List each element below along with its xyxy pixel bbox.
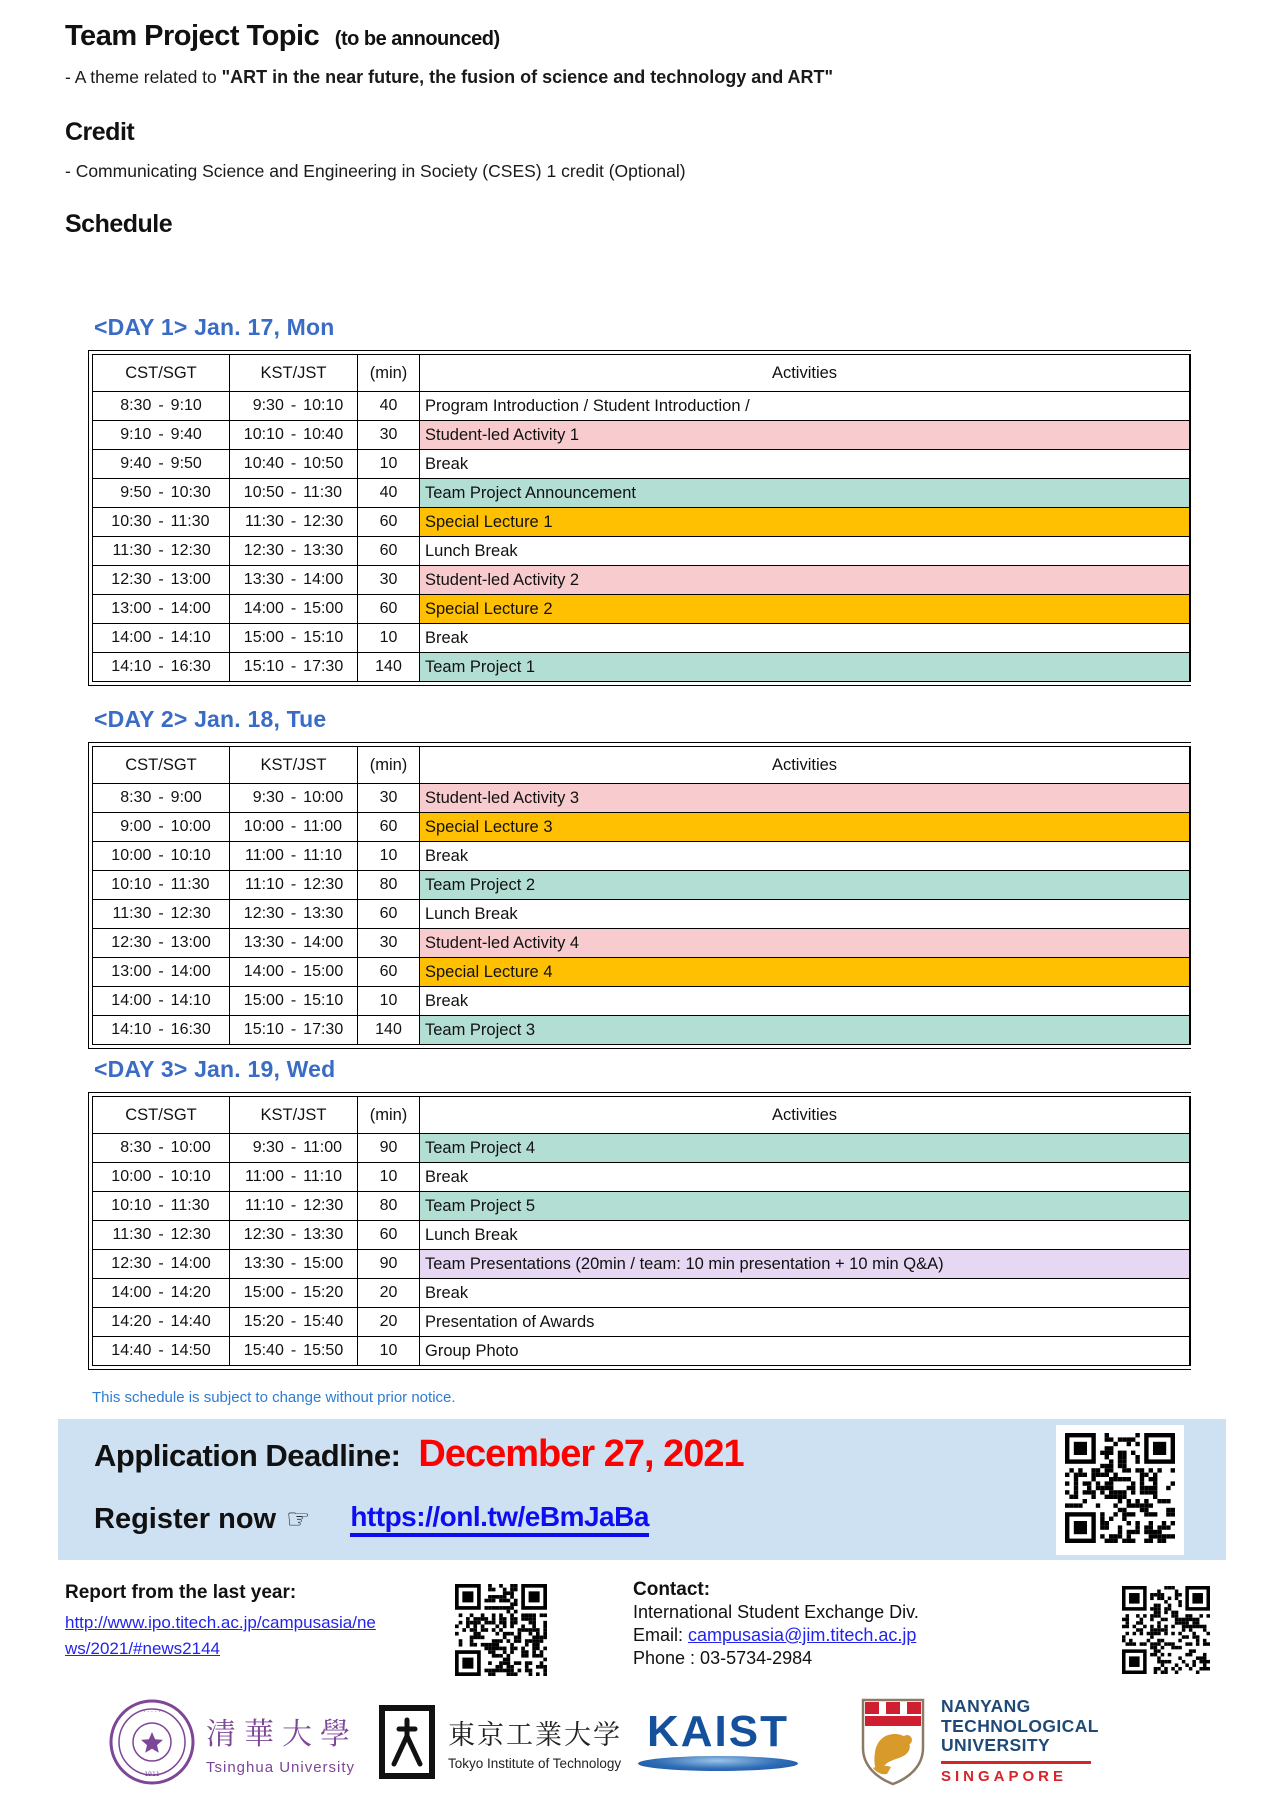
schedule-cell: 8:30 - 10:00	[93, 1134, 230, 1163]
schedule-cell: 8:30 - 9:10	[93, 392, 230, 421]
schedule-cell: 10	[358, 1337, 420, 1366]
schedule-cell: Team Project 5	[420, 1192, 1191, 1221]
schedule-cell: 13:30 - 15:00	[230, 1250, 358, 1279]
col-header-kst: KST/JST	[230, 355, 358, 392]
schedule-row	[93, 1250, 1191, 1279]
day3-table	[88, 1092, 1191, 1370]
schedule-cell: Break	[420, 624, 1191, 653]
day2-title: <DAY 2> Jan. 18, Tue	[94, 706, 327, 732]
schedule-row	[93, 653, 1191, 682]
pointing-hand-icon: ☞	[286, 1503, 311, 1534]
day3-title: <DAY 3> Jan. 19, Wed	[94, 1056, 336, 1082]
schedule-cell: 10	[358, 987, 420, 1016]
tsinghua-en-text: Tsinghua University	[206, 1758, 356, 1776]
schedule-row	[93, 479, 1191, 508]
application-box	[58, 1419, 1226, 1560]
schedule-cell: Break	[420, 842, 1191, 871]
schedule-cell: 12:30 - 14:00	[93, 1250, 230, 1279]
title-suffix: (to be announced)	[334, 28, 500, 50]
svg-text:· · · · ·: · · · · ·	[143, 1709, 161, 1716]
report-label: Report from the last year:	[65, 1582, 297, 1603]
schedule-cell: 10	[358, 1163, 420, 1192]
schedule-cell: 10:10 - 11:30	[93, 1192, 230, 1221]
schedule-cell: Student-led Activity 1	[420, 421, 1191, 450]
kaist-swoosh-icon	[638, 1756, 798, 1771]
contact-label: Contact:	[633, 1579, 711, 1600]
schedule-row	[93, 624, 1191, 653]
schedule-cell: Special Lecture 4	[420, 958, 1191, 987]
schedule-cell: 140	[358, 1016, 420, 1045]
schedule-cell: 14:10 - 16:30	[93, 1016, 230, 1045]
kaist-logo	[638, 1707, 798, 1771]
credit-line: - Communicating Science and Engineering in Society (CSES) 1 credit (Optional)	[65, 161, 686, 181]
schedule-cell: 12:30 - 13:30	[230, 537, 358, 566]
col-header-activities: Activities	[420, 747, 1191, 784]
schedule-cell: 9:40 - 9:50	[93, 450, 230, 479]
schedule-cell: 10:00 - 11:00	[230, 813, 358, 842]
schedule-cell: 11:30 - 12:30	[93, 1221, 230, 1250]
contact-email-line	[633, 1624, 1053, 1647]
schedule-row	[93, 1279, 1191, 1308]
schedule-cell: 90	[358, 1250, 420, 1279]
kaist-wordmark: KAIST	[647, 1707, 789, 1756]
schedule-cell: 9:30 - 10:10	[230, 392, 358, 421]
schedule-row	[93, 871, 1191, 900]
register-line	[94, 1501, 649, 1537]
schedule-row	[93, 784, 1191, 813]
schedule-cell: 13:30 - 14:00	[230, 566, 358, 595]
schedule-cell: 15:00 - 15:10	[230, 987, 358, 1016]
schedule-cell: 10	[358, 450, 420, 479]
schedule-cell: 13:00 - 14:00	[93, 958, 230, 987]
tsinghua-seal-icon	[108, 1698, 196, 1786]
deadline-label: Application Deadline:	[94, 1438, 401, 1473]
contact-qr-code	[1122, 1586, 1210, 1679]
schedule-cell: 60	[358, 1221, 420, 1250]
schedule-row	[93, 1308, 1191, 1337]
schedule-cell: 13:30 - 14:00	[230, 929, 358, 958]
day2-section	[88, 706, 1191, 1049]
ntu-red-rule	[941, 1761, 1091, 1764]
schedule-cell: 10:10 - 10:40	[230, 421, 358, 450]
schedule-cell: 13:00 - 14:00	[93, 595, 230, 624]
schedule-cell: 14:10 - 16:30	[93, 653, 230, 682]
schedule-cell: Team Project 2	[420, 871, 1191, 900]
schedule-cell: Presentation of Awards	[420, 1308, 1191, 1337]
report-link-line1[interactable]: http://www.ipo.titech.ac.jp/campusasia/ne	[65, 1613, 376, 1632]
schedule-cell: 10:30 - 11:30	[93, 508, 230, 537]
schedule-row	[93, 566, 1191, 595]
contact-block	[633, 1578, 1053, 1670]
schedule-cell: 30	[358, 566, 420, 595]
schedule-row	[93, 987, 1191, 1016]
schedule-cell: 15:00 - 15:10	[230, 624, 358, 653]
register-qr-panel	[1056, 1425, 1184, 1555]
schedule-cell: Lunch Break	[420, 537, 1191, 566]
titech-en-text: Tokyo Institute of Technology	[448, 1756, 622, 1771]
schedule-row	[93, 1016, 1191, 1045]
col-header-min: (min)	[358, 355, 420, 392]
schedule-cell: Team Project 3	[420, 1016, 1191, 1045]
schedule-cell: 10	[358, 624, 420, 653]
schedule-cell: 14:00 - 14:10	[93, 987, 230, 1016]
partner-logos	[0, 1694, 1280, 1794]
schedule-cell: 20	[358, 1308, 420, 1337]
schedule-cell: 15:40 - 15:50	[230, 1337, 358, 1366]
schedule-cell: Break	[420, 987, 1191, 1016]
schedule-cell: 14:00 - 15:00	[230, 958, 358, 987]
schedule-cell: 80	[358, 871, 420, 900]
schedule-cell: Break	[420, 1163, 1191, 1192]
schedule-cell: 12:30 - 13:00	[93, 566, 230, 595]
schedule-cell: 9:50 - 10:30	[93, 479, 230, 508]
schedule-cell: 140	[358, 653, 420, 682]
schedule-cell: 10:10 - 11:30	[93, 871, 230, 900]
schedule-cell: 60	[358, 958, 420, 987]
schedule-cell: 11:30 - 12:30	[93, 537, 230, 566]
report-link-line2[interactable]: ws/2021/#news2144	[65, 1639, 221, 1658]
schedule-cell: 10:50 - 11:30	[230, 479, 358, 508]
schedule-cell: 30	[358, 929, 420, 958]
schedule-cell: Lunch Break	[420, 1221, 1191, 1250]
schedule-cell: 11:00 - 11:10	[230, 842, 358, 871]
schedule-cell: Team Project Announcement	[420, 479, 1191, 508]
schedule-row	[93, 1163, 1191, 1192]
page-title	[65, 20, 1215, 53]
schedule-cell: 8:30 - 9:00	[93, 784, 230, 813]
theme-bold: "ART in the near future, the fusion of science and technology and ART"	[221, 67, 834, 87]
schedule-row	[93, 958, 1191, 987]
schedule-cell: 14:00 - 14:20	[93, 1279, 230, 1308]
schedule-cell: 14:20 - 14:40	[93, 1308, 230, 1337]
schedule-cell: 9:30 - 11:00	[230, 1134, 358, 1163]
schedule-row	[93, 392, 1191, 421]
schedule-cell: 30	[358, 784, 420, 813]
day1-section	[88, 314, 1191, 686]
schedule-row	[93, 595, 1191, 624]
titech-logo	[378, 1704, 622, 1780]
schedule-cell: 60	[358, 537, 420, 566]
schedule-row	[93, 508, 1191, 537]
schedule-cell: Team Presentations (20min / team: 10 min presentation + 10 min Q&A)	[420, 1250, 1191, 1279]
schedule-cell: 14:40 - 14:50	[93, 1337, 230, 1366]
schedule-row	[93, 537, 1191, 566]
deadline-date: December 27, 2021	[418, 1433, 744, 1475]
top-text-block	[65, 20, 1215, 239]
schedule-row	[93, 1134, 1191, 1163]
ntu-line1: NANYANG	[941, 1696, 1031, 1717]
schedule-cell: 9:10 - 9:40	[93, 421, 230, 450]
deadline-line	[94, 1433, 744, 1476]
schedule-cell: Program Introduction / Student Introduction /	[420, 392, 1191, 421]
schedule-cell: 15:20 - 15:40	[230, 1308, 358, 1337]
schedule-cell: Break	[420, 450, 1191, 479]
schedule-cell: Student-led Activity 2	[420, 566, 1191, 595]
schedule-cell: 60	[358, 508, 420, 537]
ntu-shield-icon	[855, 1694, 931, 1788]
title-main: Team Project Topic	[65, 20, 320, 52]
schedule-cell: 15:00 - 15:20	[230, 1279, 358, 1308]
day3-section	[88, 1056, 1191, 1370]
email-link[interactable]: campusasia@jim.titech.ac.jp	[688, 1625, 917, 1645]
schedule-row	[93, 900, 1191, 929]
ntu-singapore: SINGAPORE	[941, 1767, 1068, 1785]
titech-cjk-text: 東京工業大学	[448, 1720, 622, 1750]
schedule-cell: 40	[358, 392, 420, 421]
theme-prefix: - A theme related to	[65, 67, 222, 87]
theme-line	[65, 67, 1215, 88]
schedule-cell: Student-led Activity 3	[420, 784, 1191, 813]
report-qr-code	[455, 1584, 547, 1681]
schedule-cell: 20	[358, 1279, 420, 1308]
schedule-cell: 14:00 - 14:10	[93, 624, 230, 653]
schedule-note: This schedule is subject to change without prior notice.	[92, 1389, 456, 1406]
schedule-cell: Special Lecture 2	[420, 595, 1191, 624]
register-qr-code	[1065, 1433, 1175, 1548]
schedule-cell: Student-led Activity 4	[420, 929, 1191, 958]
schedule-cell: 12:30 - 13:30	[230, 1221, 358, 1250]
schedule-row	[93, 1221, 1191, 1250]
schedule-cell: 40	[358, 479, 420, 508]
email-label: Email:	[633, 1625, 689, 1645]
schedule-row	[93, 842, 1191, 871]
titech-swallow-icon	[378, 1704, 436, 1780]
col-header-activities: Activities	[420, 355, 1191, 392]
schedule-cell: 60	[358, 595, 420, 624]
schedule-row	[93, 450, 1191, 479]
schedule-cell: 11:10 - 12:30	[230, 871, 358, 900]
schedule-cell: 11:30 - 12:30	[230, 508, 358, 537]
schedule-cell: Team Project 1	[420, 653, 1191, 682]
schedule-cell: 9:00 - 10:00	[93, 813, 230, 842]
day1-table	[88, 350, 1191, 686]
schedule-row	[93, 929, 1191, 958]
schedule-heading: Schedule	[65, 210, 173, 238]
schedule-cell: 12:30 - 13:00	[93, 929, 230, 958]
register-label: Register now	[94, 1502, 277, 1535]
col-header-cst: CST/SGT	[93, 1097, 230, 1134]
schedule-cell: 11:10 - 12:30	[230, 1192, 358, 1221]
schedule-cell: 15:10 - 17:30	[230, 653, 358, 682]
register-link[interactable]: https://onl.tw/eBmJaBa	[350, 1501, 649, 1537]
svg-text:· 1911 ·: · 1911 ·	[140, 1771, 164, 1778]
tsinghua-logo	[108, 1698, 358, 1786]
schedule-cell: Lunch Break	[420, 900, 1191, 929]
credit-heading: Credit	[65, 118, 135, 146]
col-header-kst: KST/JST	[230, 1097, 358, 1134]
schedule-cell: 90	[358, 1134, 420, 1163]
schedule-cell: Group Photo	[420, 1337, 1191, 1366]
ntu-line2: TECHNOLOGICAL	[941, 1715, 1099, 1736]
schedule-cell: 14:00 - 15:00	[230, 595, 358, 624]
schedule-cell: 80	[358, 1192, 420, 1221]
schedule-cell: 11:30 - 12:30	[93, 900, 230, 929]
ntu-line3: UNIVERSITY	[941, 1735, 1051, 1756]
col-header-kst: KST/JST	[230, 747, 358, 784]
schedule-cell: 60	[358, 813, 420, 842]
schedule-cell: 9:30 - 10:00	[230, 784, 358, 813]
schedule-row	[93, 1192, 1191, 1221]
col-header-activities: Activities	[420, 1097, 1191, 1134]
schedule-cell: Special Lecture 1	[420, 508, 1191, 537]
ntu-logo	[855, 1694, 1099, 1788]
schedule-cell: Team Project 4	[420, 1134, 1191, 1163]
schedule-cell: 15:10 - 17:30	[230, 1016, 358, 1045]
schedule-cell: 10	[358, 842, 420, 871]
col-header-cst: CST/SGT	[93, 355, 230, 392]
schedule-cell: 30	[358, 421, 420, 450]
day1-title: <DAY 1> Jan. 17, Mon	[94, 314, 335, 340]
schedule-cell: 10:00 - 10:10	[93, 842, 230, 871]
schedule-cell: 11:00 - 11:10	[230, 1163, 358, 1192]
col-header-min: (min)	[358, 747, 420, 784]
schedule-cell: 60	[358, 900, 420, 929]
day2-table	[88, 742, 1191, 1049]
schedule-cell: Break	[420, 1279, 1191, 1308]
schedule-row	[93, 813, 1191, 842]
tsinghua-cjk-text: 清華大學	[206, 1716, 358, 1752]
schedule-cell: Special Lecture 3	[420, 813, 1191, 842]
contact-division: International Student Exchange Div.	[633, 1602, 919, 1622]
schedule-row	[93, 1337, 1191, 1366]
col-header-min: (min)	[358, 1097, 420, 1134]
schedule-cell: 10:40 - 10:50	[230, 450, 358, 479]
schedule-cell: 12:30 - 13:30	[230, 900, 358, 929]
col-header-cst: CST/SGT	[93, 747, 230, 784]
report-block	[65, 1582, 445, 1662]
schedule-row	[93, 421, 1191, 450]
contact-phone: Phone : 03-5734-2984	[633, 1648, 813, 1668]
schedule-cell: 10:00 - 10:10	[93, 1163, 230, 1192]
